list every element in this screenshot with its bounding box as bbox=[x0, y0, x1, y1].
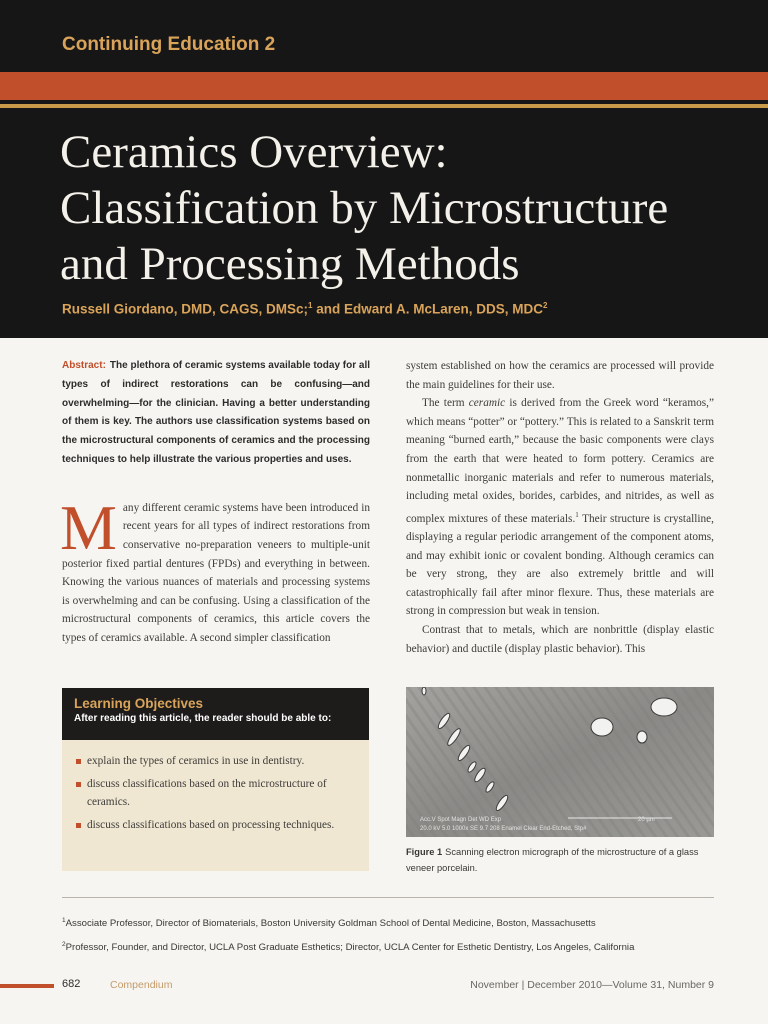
square-bullet-icon bbox=[76, 782, 81, 787]
left-column bbox=[62, 357, 370, 648]
square-bullet-icon bbox=[76, 823, 81, 828]
orange-banner bbox=[0, 72, 768, 100]
footnotes bbox=[62, 914, 722, 962]
footnote-text: Associate Professor, Director of Biomaterials, Boston University Goldman School of Dental Medicine, Boston, Massachusetts bbox=[65, 918, 596, 930]
sem-micrograph bbox=[406, 687, 714, 837]
sem-label-line1: Acc.V Spot Magn Det WD Exp bbox=[420, 817, 502, 823]
learning-objectives-list bbox=[62, 740, 369, 834]
emphasis-term: ceramic bbox=[468, 397, 506, 410]
scale-label: 20 µm bbox=[638, 817, 655, 823]
abstract bbox=[62, 357, 370, 470]
micrograph-image bbox=[406, 687, 714, 837]
author-2-affiliation: 2 bbox=[543, 301, 548, 310]
page-number: 682 bbox=[62, 978, 81, 990]
footnote-marker: 1 bbox=[62, 917, 66, 924]
article-title bbox=[60, 124, 750, 292]
article-header bbox=[0, 0, 768, 338]
learning-objectives-subtitle: After reading this article, the reader should be able to: bbox=[74, 713, 332, 724]
author-2: and Edward A. McLaren, DDS, MDC bbox=[312, 301, 544, 317]
page-number-bar bbox=[0, 984, 54, 988]
drop-cap: M bbox=[60, 491, 117, 563]
right-column bbox=[406, 357, 714, 658]
objective-text: explain the types of ceramics in use in dentistry. bbox=[87, 755, 305, 767]
abstract-label: Abstract: bbox=[62, 360, 106, 371]
learning-objectives-title: Learning Objectives bbox=[74, 696, 204, 711]
intro-paragraph bbox=[60, 491, 370, 648]
paragraph-text: The term bbox=[422, 397, 469, 410]
paragraph-text: is derived from the Greek word “keramos,” which means “potter” or “pottery.” This is related to a Sanskrit term meaning “burned earth,” because the basic components were clays from the earth that were heated to form pottery. Ceramics are nonmetallic inorganic materials and refer to numerous materials, including metal oxides, borides, carbides, and nitrides, as well as complex mixtures of these materials. bbox=[406, 397, 714, 525]
body-paragraph: Contrast that to metals, which are nonbrittle (display elastic behavior) and ductile (display plastic behavior). This bbox=[406, 624, 714, 655]
footnote-marker: 2 bbox=[62, 941, 66, 949]
issue-info: November | December 2010—Volume 31, Number 9 bbox=[470, 979, 714, 991]
figure-caption bbox=[406, 845, 706, 876]
title-line: Classification by Microstructure bbox=[60, 182, 669, 234]
footnote bbox=[62, 938, 722, 955]
sem-label-line2: 20.0 kV 5.0 1000x SE 9.7 208 Enamel Clear End-Etched, Stp# bbox=[420, 826, 587, 832]
body-paragraph: system established on how the ceramics are processed will provide the main guidelines for their use. bbox=[406, 360, 714, 391]
list-item bbox=[76, 816, 359, 835]
learning-objectives-header bbox=[62, 688, 369, 740]
list-item bbox=[76, 775, 359, 812]
citation-ref: 1 bbox=[575, 510, 579, 519]
square-bullet-icon bbox=[76, 759, 81, 764]
footnote bbox=[62, 914, 722, 931]
learning-objectives-box bbox=[62, 688, 369, 871]
abstract-text: The plethora of ceramic systems available today for all types of indirect restorations can be confusing—and overwhelming—for the clinician. Having a better understanding of them is key. The authors use classification systems based on the microstructural components of ceramics and the processing techniques to help illustrate the various properties and uses. bbox=[62, 360, 371, 465]
objective-text: discuss classifications based on the microstructure of ceramics. bbox=[87, 777, 327, 808]
title-line: and Processing Methods bbox=[60, 238, 520, 290]
author-1-affiliation: 1 bbox=[308, 301, 313, 310]
author-1: Russell Giordano, DMD, CAGS, DMSc; bbox=[62, 301, 309, 317]
body-paragraph bbox=[406, 394, 714, 621]
author-line bbox=[62, 301, 742, 317]
title-line: Ceramics Overview: bbox=[60, 126, 448, 178]
section-label: Continuing Education 2 bbox=[62, 34, 276, 55]
objective-text: discuss classifications based on processing techniques. bbox=[87, 818, 335, 831]
journal-name: Compendium bbox=[110, 979, 173, 991]
figure-caption-text: Scanning electron micrograph of the microstructure of a glass veneer porcelain. bbox=[406, 847, 699, 873]
figure-label: Figure 1 bbox=[406, 847, 443, 857]
footnote-divider bbox=[62, 897, 714, 898]
gold-rule bbox=[0, 104, 768, 108]
intro-text: any different ceramic systems have been introduced in recent years for all types of indirect restorations from conservative no-preparation veneers to multiple-unit posterior fixed partial dentures (FPDs) and everything in between. Knowing the various nuances of materials and processing systems is overwhelming and can be confusing. Using a classification of the microstructural components of ceramics, this article covers the types of ceramics available. A second simpler classification bbox=[62, 501, 370, 644]
list-item bbox=[76, 752, 359, 771]
footnote-text: Professor, Founder, and Director, UCLA Post Graduate Esthetics; Director, UCLA Center for Esthetic Dentistry, Los Angeles, California bbox=[65, 942, 635, 954]
paragraph-text: Their structure is crystalline, displaying a regular periodic arrangement of the component atoms, and may exhibit ionic or covalent bonding. Although ceramics can be very strong, they are also extremely brittle and will catastrophically fail after minor flexure. Thus, these materials are strong in compression but weak in tension. bbox=[406, 512, 714, 618]
